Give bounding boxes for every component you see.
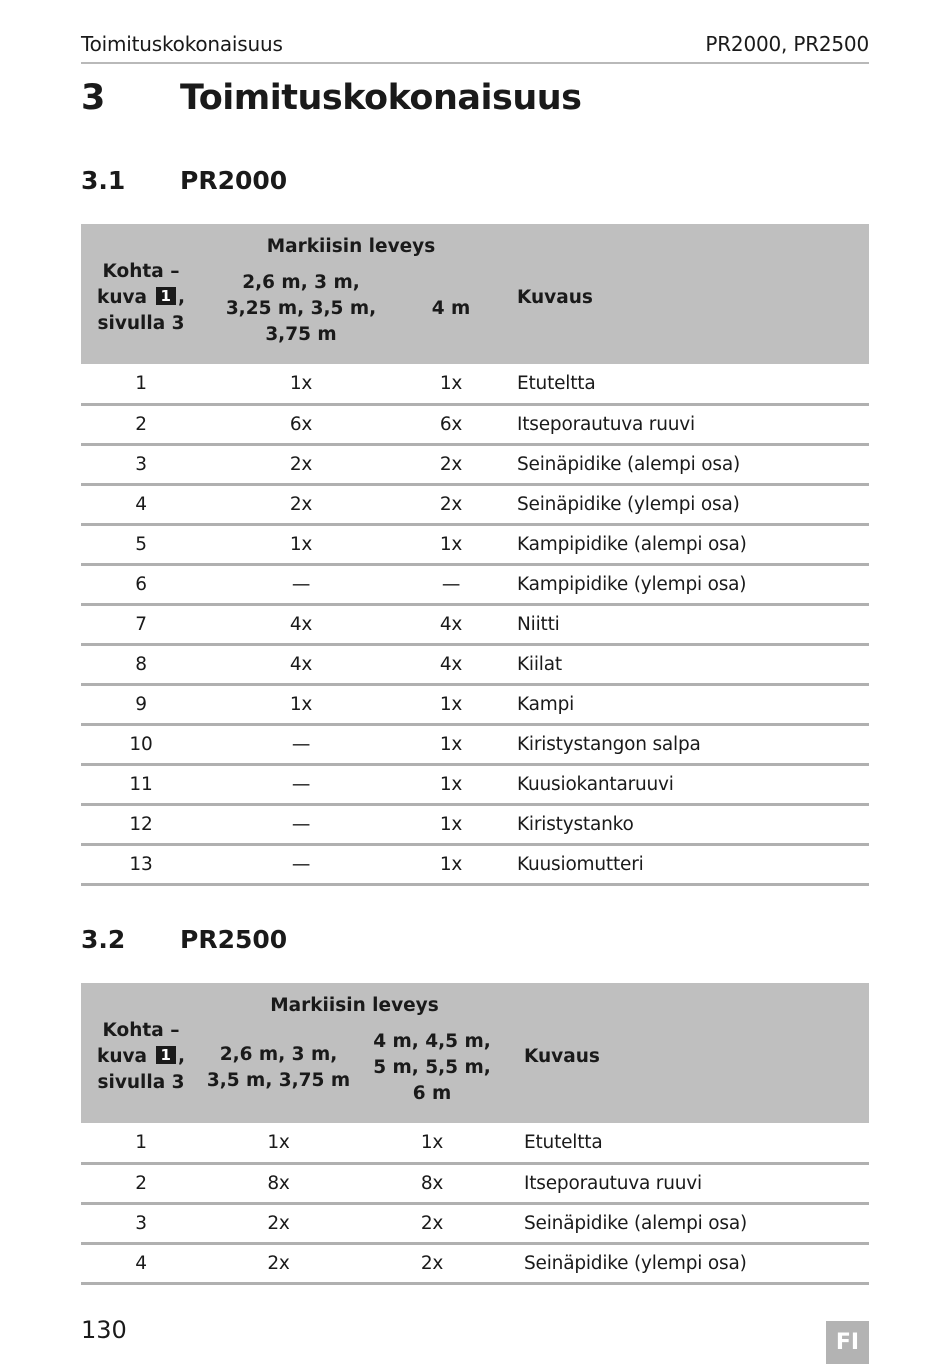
item-number: 9	[81, 684, 201, 724]
item-number: 13	[81, 844, 201, 884]
qty-width-a: 2x	[201, 1203, 356, 1243]
qty-width-b: 1x	[401, 764, 501, 804]
figure-ref-badge: 1	[156, 1046, 176, 1064]
item-number: 7	[81, 604, 201, 644]
table-row	[81, 1243, 869, 1283]
table-row	[81, 404, 869, 444]
qty-width-a: 1x	[201, 524, 401, 564]
col-header-width-a: 2,6 m, 3 m, 3,25 m, 3,5 m, 3,75 m	[201, 262, 401, 364]
col-header-item: Kohta – kuva 1 , sivulla 3	[81, 224, 201, 364]
item-number: 5	[81, 524, 201, 564]
qty-width-b: 2x	[356, 1203, 508, 1243]
table-row	[81, 684, 869, 724]
item-number: 2	[81, 1163, 201, 1203]
qty-width-b: 2x	[401, 484, 501, 524]
qty-width-b: 1x	[401, 524, 501, 564]
qty-width-b: 1x	[356, 1123, 508, 1163]
qty-width-b: 8x	[356, 1163, 508, 1203]
item-number: 11	[81, 764, 201, 804]
col-header-awning-width: Markiisin leveys	[201, 224, 501, 262]
pr2000-contents-table	[81, 224, 869, 886]
qty-width-a: 6x	[201, 404, 401, 444]
qty-width-b: 1x	[401, 844, 501, 884]
item-number: 8	[81, 644, 201, 684]
table-row	[81, 844, 869, 884]
item-number: 12	[81, 804, 201, 844]
table-row	[81, 564, 869, 604]
item-description: Kiilat	[501, 644, 869, 684]
qty-width-b: 4x	[401, 604, 501, 644]
table-row	[81, 1163, 869, 1203]
qty-width-a: 4x	[201, 644, 401, 684]
item-number: 3	[81, 1203, 201, 1243]
item-description: Itseporautuva ruuvi	[501, 404, 869, 444]
qty-width-a: —	[201, 844, 401, 884]
figure-ref-badge: 1	[156, 287, 176, 305]
col-header-width-b: 4 m	[401, 262, 501, 364]
item-number: 2	[81, 404, 201, 444]
col-header-awning-width: Markiisin leveys	[201, 983, 508, 1021]
col-header-description: Kuvaus	[501, 224, 869, 364]
table-row	[81, 524, 869, 564]
item-description: Kuusiomutteri	[501, 844, 869, 884]
qty-width-b: 1x	[401, 684, 501, 724]
table-row	[81, 644, 869, 684]
qty-width-b: 1x	[401, 724, 501, 764]
page-number: 130	[81, 1316, 127, 1344]
item-description: Seinäpidike (alempi osa)	[501, 444, 869, 484]
item-description: Itseporautuva ruuvi	[508, 1163, 869, 1203]
qty-width-a: 2x	[201, 1243, 356, 1283]
item-description: Seinäpidike (alempi osa)	[508, 1203, 869, 1243]
section-title: PR2000	[180, 166, 288, 195]
col-header-width-b: 4 m, 4,5 m, 5 m, 5,5 m, 6 m	[356, 1021, 508, 1123]
item-number: 1	[81, 364, 201, 404]
pr2500-contents-table	[81, 983, 869, 1285]
col-header-width-a: 2,6 m, 3 m, 3,5 m, 3,75 m	[201, 1021, 356, 1123]
qty-width-a: 1x	[201, 364, 401, 404]
table-row	[81, 444, 869, 484]
item-description: Etuteltta	[501, 364, 869, 404]
item-description: Kampipidike (alempi osa)	[501, 524, 869, 564]
qty-width-a: —	[201, 564, 401, 604]
header-section-title: Toimituskokonaisuus	[81, 32, 283, 56]
qty-width-b: 1x	[401, 364, 501, 404]
section-number: 3.2	[81, 925, 126, 954]
qty-width-b: 2x	[401, 444, 501, 484]
qty-width-b: 4x	[401, 644, 501, 684]
running-header	[81, 30, 869, 64]
chapter-number: 3	[81, 78, 105, 118]
table-row	[81, 1203, 869, 1243]
qty-width-b: 2x	[356, 1243, 508, 1283]
qty-width-b: —	[401, 564, 501, 604]
table-row	[81, 604, 869, 644]
table-row	[81, 804, 869, 844]
item-description: Niitti	[501, 604, 869, 644]
item-number: 10	[81, 724, 201, 764]
item-description: Seinäpidike (ylempi osa)	[508, 1243, 869, 1283]
qty-width-a: —	[201, 804, 401, 844]
qty-width-a: 2x	[201, 444, 401, 484]
item-number: 4	[81, 1243, 201, 1283]
item-description: Kiristystanko	[501, 804, 869, 844]
item-number: 1	[81, 1123, 201, 1163]
qty-width-a: 4x	[201, 604, 401, 644]
table-row	[81, 484, 869, 524]
item-description: Seinäpidike (ylempi osa)	[501, 484, 869, 524]
qty-width-a: 1x	[201, 684, 401, 724]
chapter-title: Toimituskokonaisuus	[180, 78, 582, 118]
item-number: 6	[81, 564, 201, 604]
section-title: PR2500	[180, 925, 288, 954]
qty-width-a: —	[201, 724, 401, 764]
col-header-item: Kohta – kuva 1 , sivulla 3	[81, 983, 201, 1123]
qty-width-a: 8x	[201, 1163, 356, 1203]
qty-width-a: 1x	[201, 1123, 356, 1163]
table-row	[81, 724, 869, 764]
item-description: Kampipidike (ylempi osa)	[501, 564, 869, 604]
table-row	[81, 1123, 869, 1163]
section-number: 3.1	[81, 166, 126, 195]
qty-width-b: 1x	[401, 804, 501, 844]
item-description: Kuusiokantaruuvi	[501, 764, 869, 804]
table-row	[81, 764, 869, 804]
language-badge: FI	[826, 1321, 869, 1364]
table-row	[81, 364, 869, 404]
qty-width-a: —	[201, 764, 401, 804]
item-number: 3	[81, 444, 201, 484]
item-description: Etuteltta	[508, 1123, 869, 1163]
item-description: Kampi	[501, 684, 869, 724]
qty-width-a: 2x	[201, 484, 401, 524]
col-header-description: Kuvaus	[508, 983, 869, 1123]
header-model-names: PR2000, PR2500	[705, 32, 869, 56]
qty-width-b: 6x	[401, 404, 501, 444]
item-description: Kiristystangon salpa	[501, 724, 869, 764]
item-number: 4	[81, 484, 201, 524]
